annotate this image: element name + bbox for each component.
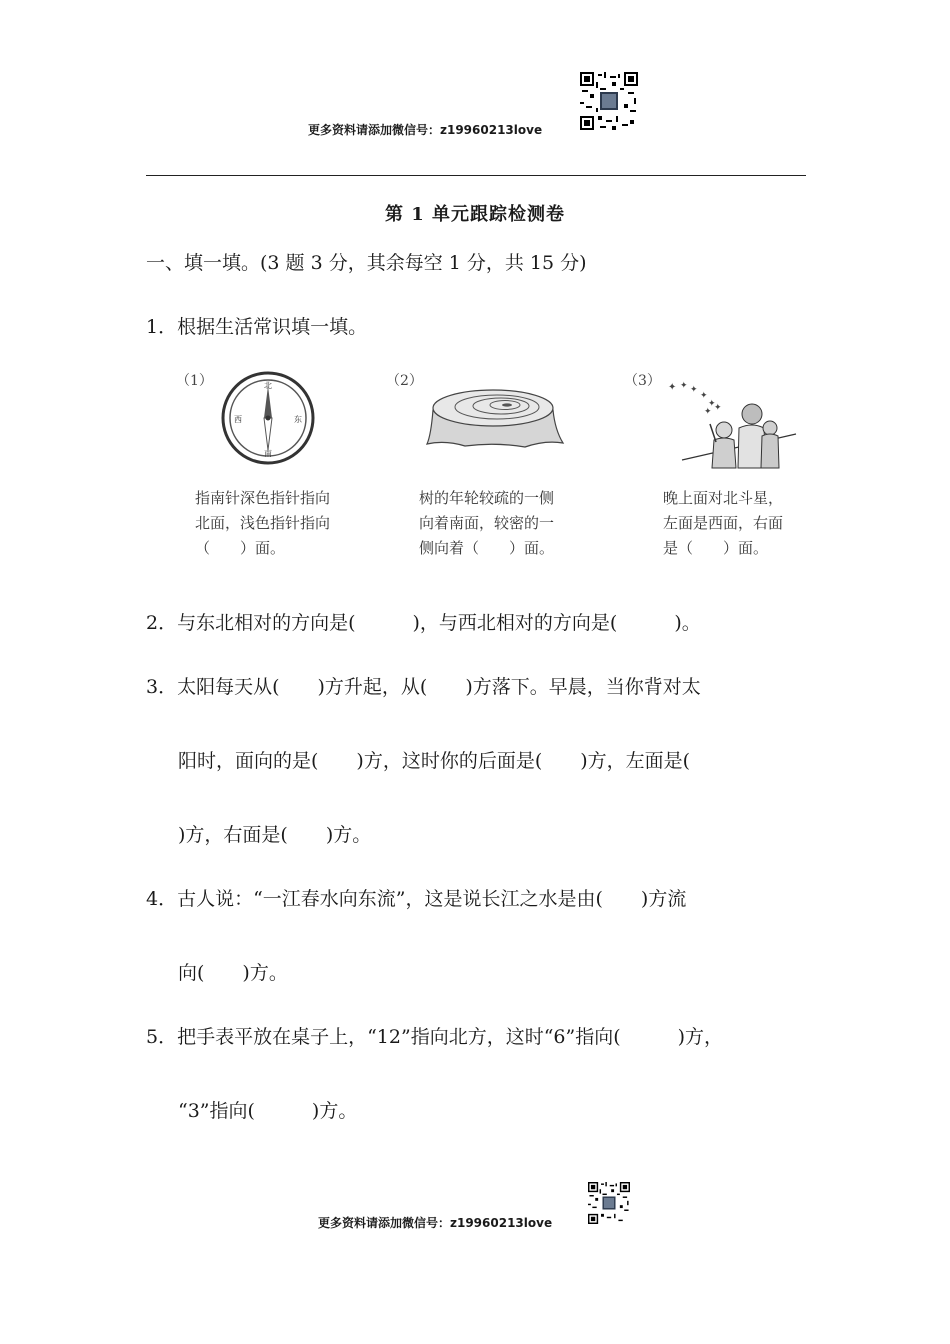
- compass-north-label: 北: [264, 381, 272, 390]
- q3-line3: )方，右面是( )方。: [178, 824, 372, 846]
- qr-code-icon: [580, 72, 638, 130]
- svg-text:✦: ✦: [680, 381, 688, 391]
- compass-east-label: 东: [294, 415, 302, 424]
- q2-text: 2．与东北相对的方向是( )，与西北相对的方向是( )。: [146, 612, 701, 634]
- svg-text:✦: ✦: [690, 385, 698, 395]
- page-title: 第 1 单元跟踪检测卷: [384, 204, 566, 225]
- caption-line: 侧向着（ ）面。: [419, 539, 555, 557]
- q1-item2-caption: [419, 486, 554, 561]
- q4-line1: 4．古人说：“一江春水向东流”，这是说长江之水是由( )方流: [146, 888, 687, 910]
- compass-south-label: 南: [264, 449, 272, 458]
- header-wechat-text: 更多资料请添加微信号：z19960213love: [308, 123, 543, 137]
- svg-text:✦: ✦: [704, 407, 712, 417]
- q1-item3-number: （3）: [624, 373, 661, 389]
- q1-item3-caption: [663, 486, 783, 561]
- q3-line2: 阳时，面向的是( )方，这时你的后面是( )方，左面是(: [178, 750, 691, 772]
- q5-line2: “3”指向( )方。: [178, 1100, 358, 1122]
- q1-item1-number: （1）: [176, 373, 213, 389]
- svg-text:✦: ✦: [714, 403, 722, 413]
- compass-west-label: 西: [234, 415, 242, 424]
- stargazers-icon: [664, 376, 798, 472]
- caption-line: 是（ ）面。: [663, 539, 769, 557]
- svg-text:✦: ✦: [700, 391, 708, 401]
- header-rule: [146, 175, 806, 176]
- caption-line: 晚上面对北斗星，: [663, 489, 784, 507]
- q1-label: 1．根据生活常识填一填。: [146, 316, 368, 338]
- q4-line2: 向( )方。: [178, 962, 288, 984]
- caption-line: 向着南面，较密的一: [419, 514, 555, 532]
- q5-line1: 5．把手表平放在桌子上，“12”指向北方，这时“6”指向( )方，: [146, 1026, 724, 1048]
- q1-item2-number: （2）: [386, 373, 423, 389]
- compass-icon: [220, 370, 316, 466]
- q3-line1: 3．太阳每天从( )方升起，从( )方落下。早晨，当你背对太: [146, 676, 701, 698]
- section1-heading: 一、填一填。(3 题 3 分，其余每空 1 分，共 15 分): [146, 252, 587, 274]
- caption-line: 左面是西面，右面: [663, 514, 784, 532]
- footer-wechat-text: 更多资料请添加微信号：z19960213love: [318, 1216, 553, 1230]
- svg-text:✦: ✦: [668, 382, 677, 393]
- svg-text:✦: ✦: [708, 399, 716, 409]
- caption-line: 指南针深色指针指向: [195, 489, 331, 507]
- tree-stump-icon: [425, 380, 565, 450]
- q1-item1-caption: [195, 486, 330, 561]
- caption-line: 树的年轮较疏的一侧: [419, 489, 555, 507]
- caption-line: 北面，浅色指针指向: [195, 514, 331, 532]
- footer-qr-code-icon: [588, 1182, 630, 1224]
- caption-line: （ ）面。: [195, 539, 286, 557]
